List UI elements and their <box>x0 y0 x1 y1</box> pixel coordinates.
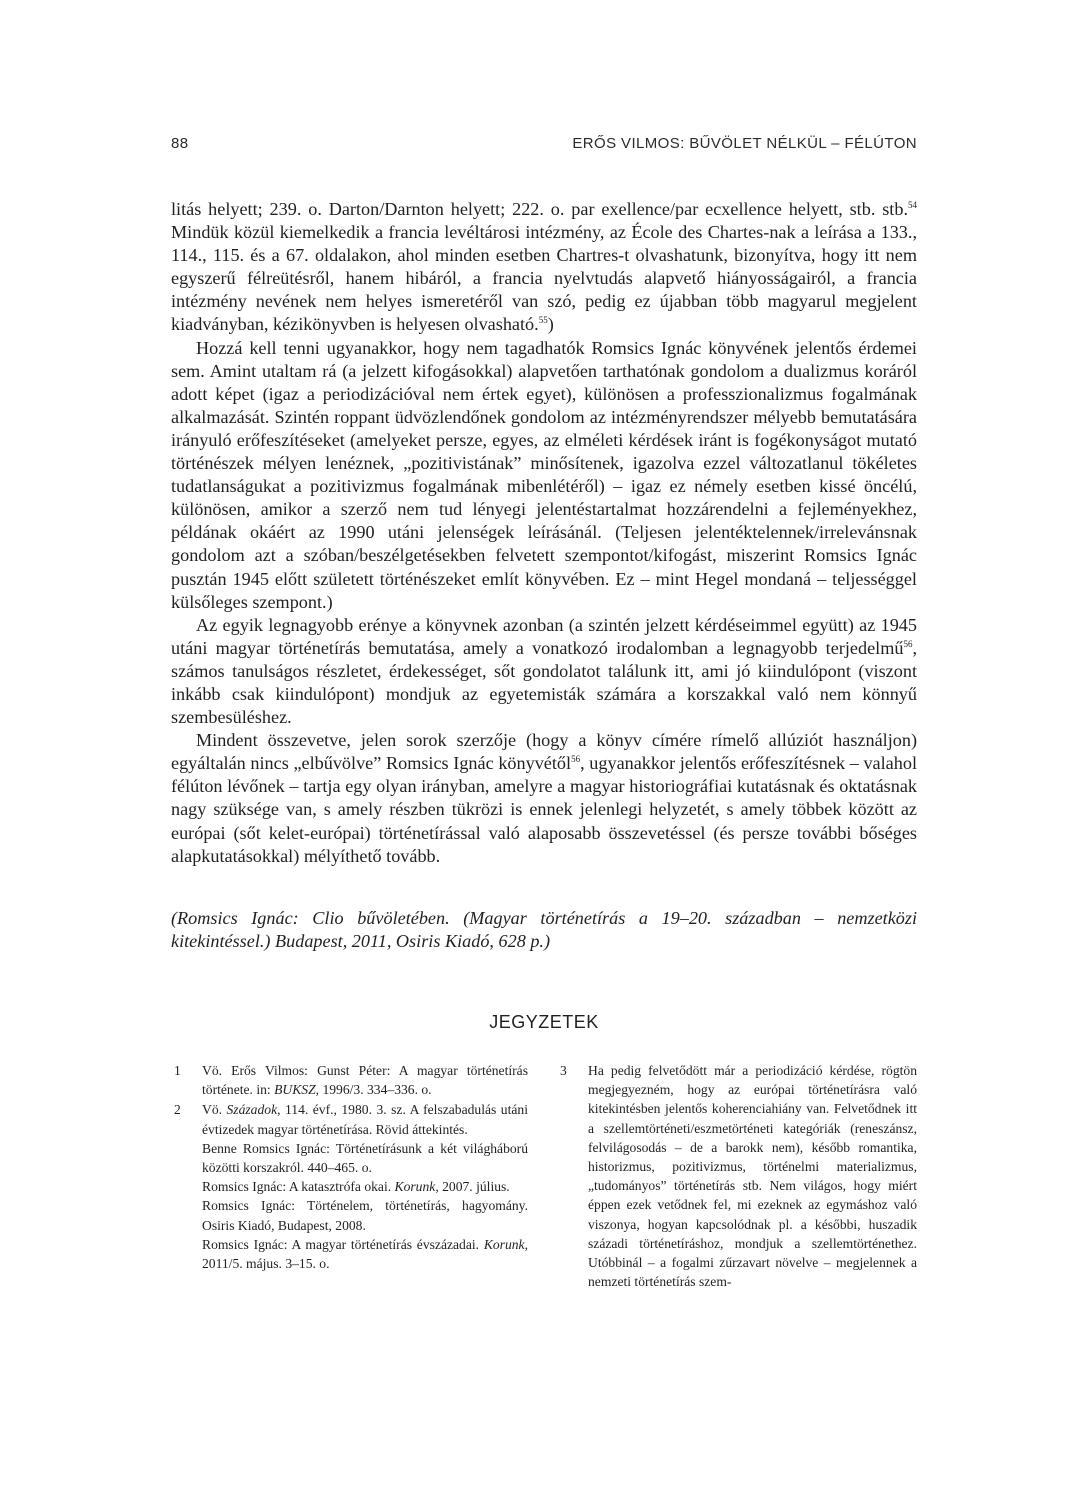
footnote-ref: 56 <box>571 754 581 765</box>
text-run: , számos tanulságos részletet, érdekességet, sőt gondolatot találunk itt, ami jó kiindulópont (viszont inkább csak kiindulópont) mondjuk az egyetemisták számára a korszakkal való nem könnyű szembesüléshez. <box>171 637 917 728</box>
footnote-subentry <box>202 1235 528 1273</box>
footnote-subentry <box>202 1177 528 1196</box>
text-run: litás helyett; 239. o. Darton/Darnton helyett; 222. o. par exellence/par ecxellence helyett, stb. stb. <box>171 199 908 219</box>
text-run: , 2011/5. május. 3–15. o. <box>202 1236 528 1272</box>
text-run: Vö. Erős Vilmos: Gunst Péter: A magyar történetírás története. in: <box>202 1063 528 1098</box>
text-run: , ugyanakkor jelentős erőfeszítésnek – valahol félúton lévőnek – tartja egy olyan irányban, amelyre a magyar historiográfiai kutatásnak és oktatásnak nagy szüksége van, s amely részben tükrözi is ennek jelenlegi helyzetét, s amely többek között az európai (sőt kelet-európai) történetírással való alaposabb összevetéssel (és persze további bőséges alapkutatásokkal) mélyíthető tovább. <box>171 753 917 866</box>
text-run: , 114. évf., 1980. 3. sz. A felszabadulás utáni évtizedek magyar történetírása. Rövid áttekintés. <box>202 1102 528 1137</box>
text-run: BUKSZ <box>274 1082 316 1098</box>
text-run: Romsics Ignác: A katasztrófa okai. <box>202 1179 395 1195</box>
footnote-subentry: Romsics Ignác: Történelem, történetírás, hagyomány. Osiris Kiadó, Budapest, 2008. <box>202 1198 528 1233</box>
footnote-number: 2 <box>174 1102 181 1118</box>
text-run: Századok <box>226 1102 278 1118</box>
text-run: Korunk <box>483 1236 525 1252</box>
body-text <box>171 198 917 868</box>
running-header <box>171 131 917 155</box>
text-run: Az egyik legnagyobb erénye a könyvnek azonban (a szintén jelzett kérdéseimmel együtt) az 1945 utáni magyar történetírás bemutatása, amely a vonatkozó irodalomban a legnagyobb terjedelmű <box>171 614 917 658</box>
text-run: Mindük közül kiemelkedik a francia levéltárosi intézmény, az École des Chartes-nak a leírása a 133., 114., 115. és a 67. oldalakon, ahol minden esetben Chartres-t olvashatunk, bizonyítva, hogy itt nem egyszerű félreütésről, hanem hibáról, a francia nyelvtudás alapvető hiányosságairól, a francia intézmény nevének nem helyes ismeretéről van szó, pedig ez újabban több magyarul megjelent kiadványban, kézikönyvben is helyesen olvasható. <box>171 222 917 335</box>
book-citation: (Romsics Ignác: Clio bűvöletében. (Magyar történetírás a 19–20. században – nemzetközi kitekintéssel.) Budapest, 2011, Osiris Kiadó, 628 p.) <box>171 908 917 951</box>
text-run: ) <box>547 314 554 335</box>
text-run: Vö. <box>202 1102 227 1118</box>
paragraph <box>171 614 917 729</box>
footnote-number: 3 <box>560 1063 567 1078</box>
text-run: , 1996/3. 334–336. o. <box>315 1082 432 1098</box>
notes-column-left <box>171 1061 528 1274</box>
text-run: , 2007. július. <box>435 1179 510 1195</box>
text-run: Korunk <box>394 1179 436 1195</box>
footnote-number: 1 <box>174 1063 181 1078</box>
footnote <box>171 1100 528 1273</box>
page-number: 88 <box>171 135 189 152</box>
footnote-ref: 56 <box>903 638 913 649</box>
text-run: Ha pedig felvetődött már a periodizáció kérdése, rögtön megjegyezném, hogy az európai történetírásra való kitekintésben jelentős koherenciahiány van. Felvetődnek itt a szellemtörténeti/eszmetörténeti kategóriák (reneszánsz, felvilágosodás – de a barokk nem), később romantika, historizmus, pozitivizmus, történelmi materializmus, „tudományos” történetírás stb. Nem világos, hogy miért éppen ezek vetődnek fel, mi ezeknek az egymáshoz való viszonya, hogyan kapcsolódnak pl. a későbbi, huszadik századi történetíráshoz, mondjuk a szellemtörténethez. Utóbbinál – a fogalmi zűrzavart növelve – megjelennek a nemzeti történetírás szem- <box>588 1063 917 1290</box>
running-title: ERŐS VILMOS: BŰVÖLET NÉLKÜL – FÉLÚTON <box>572 135 917 152</box>
text-run: Romsics Ignác: A magyar történetírás évszázadai. <box>202 1236 484 1252</box>
paragraph: Hozzá kell tenni ugyanakkor, hogy nem tagadhatók Romsics Ignác könyvének jelentős érdemei sem. Amint utaltam rá (a jelzett kifogásokkal) alapvetően tarthatónak gondolom a dualizmus koráról adott képet (igaz a periodizációval nem értek egyet), különösen a professzionalizmus fogalmának alkalmazását. Szintén roppant üdvözlendőnek gondolom az intézményrendszer mélyebb bemutatására irányuló erőfeszítéseket (amelyeket persze, egyes, az elméleti kérdések iránt is fogékonyságot mutató történészek mélyen lenéznek, „pozitivistának” minősítenek, igazolva ezzel változatlanul tökéletes tudatlanságukat a pozitivizmus fogalmának mibenlétéről) – igaz ez némely esetben kissé öncélú, különösen, amikor a szerző nem tud lényegi jelentéstartalmat hozzárendelni a fejleményekhez, példának okáért az 1990 utáni jelenségek leírásánál. (Teljesen jelentéktelennek/irrelevánsnak gondolom azt a szóban/beszélgetésekben felvetett szempontot/kifogást, miszerint Romsics Ignác pusztán 1945 előtt született történészeket említ könyvében. Ez – mint Hegel mondaná – teljességgel külsőleges szempont.) <box>171 337 917 612</box>
footnote-subentry: Benne Romsics Ignác: Történetírásunk a két világháború közötti korszakról. 440–465. o. <box>202 1140 528 1176</box>
paragraph <box>171 729 917 868</box>
footnote <box>557 1061 917 1291</box>
footnote-ref: 55 <box>538 315 548 326</box>
notes-column-right <box>557 1061 917 1292</box>
paragraph <box>171 198 917 337</box>
footnote-ref: 54 <box>908 200 917 210</box>
text-run: Mindent összevetve, jelen sorok szerzője (hogy a könyv címére rímelő allúziót használjon) egyáltalán nincs „elbűvölve” Romsics Ignác könyvétől <box>171 730 917 774</box>
footnote <box>171 1061 528 1099</box>
notes-heading: JEGYZETEK <box>489 1012 599 1032</box>
